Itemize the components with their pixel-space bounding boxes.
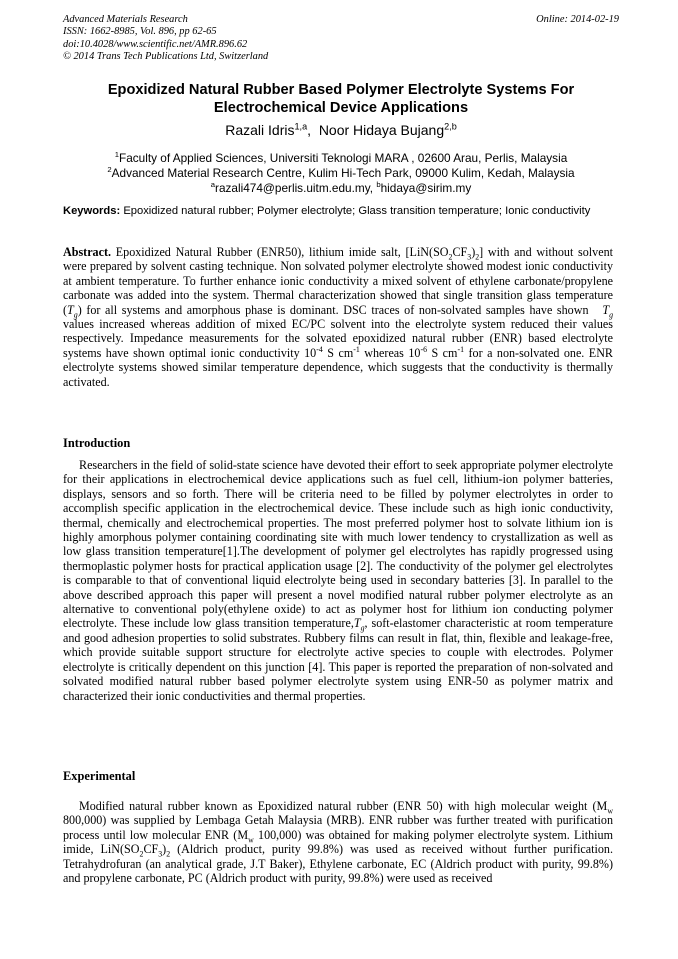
section-heading-introduction: Introduction xyxy=(63,436,131,450)
superscript: -1 xyxy=(353,344,360,354)
subscript: w xyxy=(248,835,254,845)
exp-text: CF xyxy=(143,842,159,857)
exp-text: (Aldrich product, purity 99.8%) was used as received without further purification. Tetrahydrofuran (an analytical grade, J.T Baker), Ethylene carbonate, EC (Aldrich product with purity, 99.8%) and propylene carbonate, PC (Aldrich product with purity, 99.8%) were used as received xyxy=(63,842,614,886)
subscript: 2 xyxy=(166,849,171,859)
intro-text: Researchers in the field of solid-state science have devoted their effort to seek appropriate polymer electrolyte for their applications in electrochemical device applications such as fuel cell, lithium-ion polymer batteries, displays, sensors and so forth. There will be criteria need to be filled by polymer electrolytes in order to accomplish specific application in the electrochemical device. These include such as high ionic conductivity, thermal, chemically and electrochemical properties. The most preferred polymer host to solvate lithium ion is highly amorphous polymer containing coordinating site with much lower tendency to crystallization as well as low glass transition temperature[1].The development of polymer gel electrolytes has rapidly progressed using thermoplastic polymer hosts for practical application usage [2]. The conductivity of the polymer gel electrolytes is comparable to that of conventional liquid electrolyte being used in secondary batteries [3]. In parallel to the above described approach this paper will present a novel modified natural rubber polymer electrolyte as an alternative to conventional poly(ethylene oxide) to act as polymer host for lithium ion conducting polymer electrolyte. These include low glass transition temperature, xyxy=(63,458,613,631)
exp-text: ) xyxy=(162,842,167,857)
abstract-text: S cm xyxy=(427,345,458,360)
abstract-text: S cm xyxy=(322,345,354,360)
tg-symbol: T xyxy=(67,302,74,317)
email-mark: b xyxy=(376,180,381,190)
online-date: Online: 2014-02-19 xyxy=(536,14,619,25)
affil-text: Advanced Material Research Centre, Kulim Hi-Tech Park, 09000 Kulim, Kedah, Malaysia xyxy=(111,166,575,181)
keywords-label: Keywords: xyxy=(63,205,121,217)
abstract-label: Abstract. xyxy=(63,245,112,259)
affiliation-2 xyxy=(63,166,619,181)
subscript: 3 xyxy=(467,252,472,262)
author-name: Razali Idris xyxy=(225,122,295,138)
subscript: 2 xyxy=(139,849,144,859)
affil-mark: 2 xyxy=(107,165,112,175)
doi-line[interactable]: doi:10.4028/www.scientific.net/AMR.896.62 xyxy=(63,38,248,50)
email-address[interactable]: razali474@perlis.uitm.edu.my xyxy=(215,181,370,196)
journal-name: Advanced Materials Research xyxy=(63,14,188,25)
superscript: -1 xyxy=(457,344,465,354)
abstract xyxy=(63,245,613,389)
affil-mark: 1 xyxy=(114,150,119,160)
keywords xyxy=(63,205,613,219)
subscript: g xyxy=(73,310,78,320)
abstract-text: Epoxidized Natural Rubber (ENR50), lithium imide salt, [LiN(SO xyxy=(115,245,449,259)
tg-symbol: T xyxy=(353,616,361,631)
email-mark: a xyxy=(210,180,216,190)
affiliation-1 xyxy=(63,151,619,166)
keywords-text: Epoxidized natural rubber; Polymer electrolyte; Glass transition temperature; Ionic conductivity xyxy=(123,205,591,217)
journal-header xyxy=(63,14,619,64)
abstract-text: ) xyxy=(471,245,476,259)
subscript: 3 xyxy=(158,849,163,859)
exp-text: 800,000) was supplied by Lembaga Getah Malaysia (MRB). ENR rubber was further treated with purification process until low molecular ENR (M xyxy=(63,813,613,842)
abstract-text: whereas 10 xyxy=(359,345,421,360)
author-name: Noor Hidaya Bujang xyxy=(318,122,445,138)
experimental-paragraph xyxy=(63,799,613,885)
author-list: Razali Idris$^{1,a}$, Noor Hidaya Bujang$^{2,b}$ xyxy=(225,121,457,138)
tg-symbol: T xyxy=(602,302,610,317)
abstract-text: ) for all systems and amorphous phase is dominant. DSC traces of non-solvated samples have shown xyxy=(77,302,594,317)
abstract-text: ] with and without solvent were prepared by solvent casting technique. Non solvated polymer electrolyte showed modest ionic conductivity at ambient temperature. To further enhance ionic conductivity a mixed solvent of ethylene carbonate/propylene carbonate was added into the system. Thermal characterization showed that single transition glass temperature ( xyxy=(63,245,613,317)
subscript: w xyxy=(607,806,613,816)
issn-line: ISSN: 1662-8985, Vol. 896, pp 62-65 xyxy=(63,26,217,38)
paper-title xyxy=(63,81,619,117)
title-line-1: Epoxidized Natural Rubber Based Polymer Electrolyte Systems For xyxy=(107,82,575,98)
subscript: 2 xyxy=(475,252,480,262)
subscript: 2 xyxy=(448,252,453,262)
section-heading-experimental: Experimental xyxy=(63,769,136,783)
affil-text: Faculty of Applied Sciences, Universiti Teknologi MARA , 02600 Arau, Perlis, Malaysia xyxy=(118,151,568,165)
subscript: g xyxy=(609,310,613,320)
affiliations xyxy=(63,151,619,197)
author-affil-mark: 2,b xyxy=(444,121,457,132)
intro-text: , soft-elastomer characteristic at room temperature and good adhesion properties to solid substrates. Rubbery films can result in flat, thin, flexible and leakage-free, which provide suitable support structure for electrolyte active species to couple with electrodes. Polymer electrolyte is critically dependent on this junction [4]. This paper is reported the preparation of non-solvated and solvated modified natural rubber based polymer electrolyte system using ENR-50 as polymer matrix and characterized their ionic conductivities and thermal properties. xyxy=(63,616,613,703)
superscript: -6 xyxy=(420,344,428,354)
exp-text: 100,000) was obtained for making polymer electrolyte system. Lithium imide, LiN(SO xyxy=(63,827,613,857)
abstract-text: for a non-solvated one. ENR electrolyte systems showed similar temperature dependence, which suggests that the conductivity is thermally activated. xyxy=(63,345,613,389)
abstract-text: values increased whereas addition of mixed EC/PC solvent into the electrolyte system reduced their values respectively. Impedance measurements for the solvated epoxidized natural rubber (ENR) based electrolyte systems have shown optimal ionic conductivity 10 xyxy=(63,317,613,360)
email-address[interactable]: hidaya@sirim.my xyxy=(380,181,472,196)
copyright-line: © 2014 Trans Tech Publications Ltd, Switzerland xyxy=(63,51,269,63)
abstract-text: CF xyxy=(452,245,468,259)
author-affil-mark: 1,a xyxy=(294,121,308,132)
exp-text: Modified natural rubber known as Epoxidized natural rubber (ENR 50) with high molecular weight (M xyxy=(79,799,608,813)
subscript: g xyxy=(360,623,365,633)
title-line-2: Electrochemical Device Applications xyxy=(213,100,469,116)
email-line: $^a$razali474@perlis.uitm.edu.my, $^b$hidaya@sirim.my xyxy=(210,180,472,196)
introduction-paragraph xyxy=(63,458,613,703)
superscript: -4 xyxy=(316,344,323,354)
